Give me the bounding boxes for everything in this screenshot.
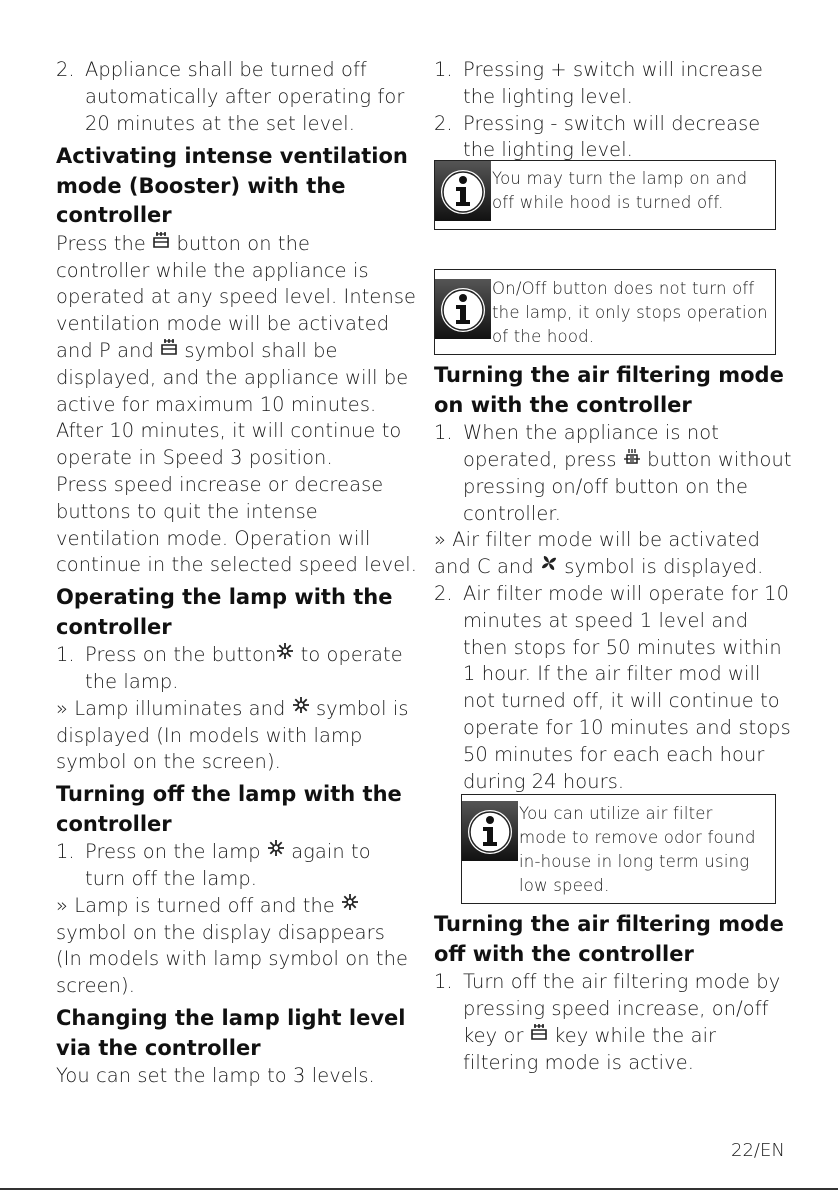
list-number: 2. (56, 58, 75, 81)
paragraph-booster: Press the button on the controller while the appliance is operated at any speed level. Intense ventilation mode will be activated and P and symbol shall be displayed, and the appliance will be active for maximum 10 minutes. After 10 minutes, it will continue to operate in Speed 3 position. Press speed increase or decrease buttons to quit the intense ventilation mode. Operation will continue in the selected speed level. (56, 231, 418, 577)
list-item-filter-off: 1. Turn off the air filtering mode by pressing speed increase, on/off key or key while the air filtering mode is active. (434, 970, 781, 1074)
page-number: 22/EN (731, 1140, 785, 1161)
info-note-filter: You can utilize air filter mode to remove odor found in-house in long term using low speed. (461, 794, 776, 904)
info-icon (435, 279, 491, 339)
list-text: automatically after operating for (85, 84, 405, 108)
list-item-decrease-light: 2. Pressing - switch will decrease the lighting level. (434, 111, 761, 162)
info-icon (462, 801, 518, 861)
list-item-auto-off (56, 57, 418, 137)
heading-lamp-level: Changing the lamp light level via the controller (56, 1006, 406, 1060)
booster-icon (152, 231, 170, 252)
list-text: 20 minutes at the set level. (85, 111, 355, 135)
booster-icon (530, 1023, 548, 1044)
list-item-lamp-on: 1. Press on the button to operate the lamp. (56, 643, 403, 694)
info-note-lamp: You may turn the lamp on and off while hood is turned off. (434, 160, 776, 230)
lamp-icon (341, 893, 359, 914)
filter-symbol-icon (540, 554, 558, 575)
heading-filter-off: Turning the air filtering mode off with the controller (434, 912, 784, 966)
left-column: 2. Appliance shall be turned off automatically after operating for 20 minutes at the set level. Activating intense ventilation mode (Booster) with the controller Press the button on the controller while the appliance is operated at any speed level. Intense ventilation mode will be activated and P and symbol shall be displayed, and the appliance will be active for maximum 10 minutes. After 10 minutes, it will continue to operate in Speed 3 position. Press speed increase or decrease buttons to quit the intense ventilation mode. Operation will continue in the selected speed level. Operating the lamp with the controller 1. Press on the button to operate the lamp. » Lamp illuminates and symbol is displayed (In models with lamp symbol on the screen). Turning off the lamp with the controller 1. Press on the lamp again to turn off the lamp. » Lamp is turned off and the symbol on the display disappears (In models with lamp symbol on the screen). Changing the lamp light level via the controller You can set the lamp to 3 levels. (56, 57, 418, 1090)
list-item-filter-schedule: 2. Air filter mode will operate for 10 minutes at speed 1 level and then stops for 50 minutes within 1 hour. If the air filter mod will not turned off, it will continue to operate for 10 minutes and stops 50 minutes for each each hour during 24 hours. (434, 581, 791, 793)
heading-operate-lamp: Operating the lamp with the controller (56, 585, 393, 639)
heading-filter-on: Turning the air filtering mode on with the controller (434, 363, 784, 417)
lamp-icon (292, 696, 310, 717)
list-item-filter-activate: 1. When the appliance is not operated, press button without pressing on/off button on the controller. (434, 421, 792, 525)
list-text: Appliance shall be turned off (85, 58, 367, 81)
heading-turn-off-lamp: Turning off the lamp with the controller (56, 782, 402, 836)
lamp-icon (276, 642, 294, 663)
air-filter-icon (623, 447, 641, 468)
info-note-onoff: On/Off button does not turn off the lamp, it only stops operation of the hood. (434, 269, 776, 355)
list-item-lamp-off: 1. Press on the lamp again to turn off the lamp. (56, 840, 371, 891)
right-column: 1. Pressing + switch will increase the lighting level. 2. Pressing - switch will decrease the lighting level. You may turn the lamp on and off while hood is turned off. On/Off button does not turn off the lamp, it only stops operation of the hood. Turning the air filtering mode on with the controller 1. When the appliance is not operated, press button without pressing on/off button on the controller. » Air filter mode will be activated and C and symbol is displayed. 2. Air filter mode will operate for 10 minutes at speed 1 level and then stops for 50 minutes within 1 hour. If the air filter mod will not turned off, it will continue to operate for 10 minutes and stops 50 minutes for each each hour during 24 hours. You can utilize air filter mode to remove odor found in-house in long term using low speed. Turning the air filtering mode off with the controller 1. Turn off the air filtering mode by pressing speed increase, on/off key or key while the air filtering mode is active. (434, 57, 784, 1077)
bottom-rule (0, 1188, 838, 1190)
booster-icon (160, 338, 178, 359)
info-icon (435, 161, 491, 221)
lamp-icon (267, 839, 285, 860)
heading-booster: Activating intense ventilation mode (Booster) with the controller (56, 144, 408, 228)
list-item-increase-light: 1. Pressing + switch will increase the lighting level. (434, 58, 763, 108)
paragraph-lamp-level: You can set the lamp to 3 levels. (56, 1064, 375, 1088)
